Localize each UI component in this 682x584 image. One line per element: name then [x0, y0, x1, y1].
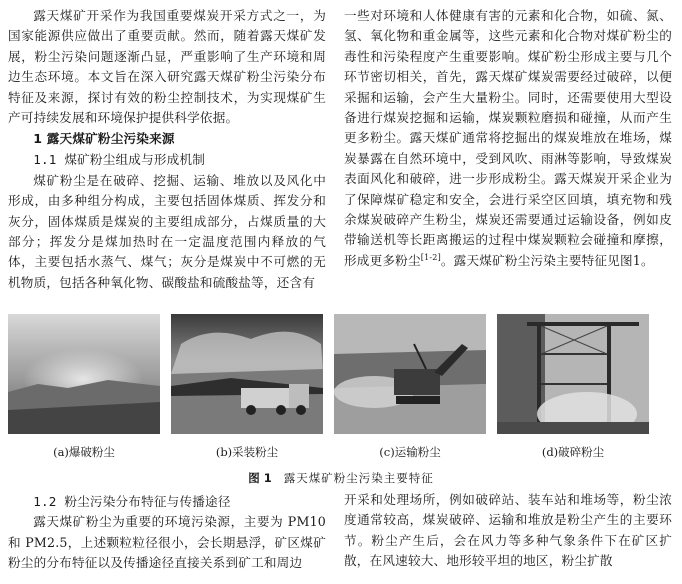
figure-caption — [0, 470, 682, 486]
left-column-bottom — [8, 492, 326, 574]
figure-title: 露天煤矿粉尘污染主要特征 — [283, 471, 434, 485]
transport-dust-photo — [334, 314, 486, 434]
figure-panel-c — [334, 314, 486, 460]
figure-reference-text: 。露天煤矿粉尘污染主要特征见图1。 — [440, 252, 654, 268]
panel-c-caption: (c)运输粉尘 — [379, 445, 441, 459]
formation-text: 一些对环境和人体健康有害的元素和化合物，如硫、氮、氢、氧化物和重金属等，这些元素和化合物对煤矿粉尘的毒性和污染程度产生重要影响。煤矿粉尘形成主要与几个环节密切相关，首先，露天煤矿煤炭需要经过破碎，以便采掘和运输，会产生大量粉尘。同时，还需要使用大型设备进行煤炭挖掘和运输，煤炭颗粒磨损和碰撞，从而产生更多粉尘。露天煤矿通常将挖掘出的煤炭堆放在堆场，煤炭暴露在自然环境中，受到风吹、雨淋等影响，导致煤炭表面风化和破碎，进一步形成粉尘。露天煤炭开采企业为了保障煤矿稳定和安全，会进行采空区回填，填充物和残余煤炭破碎产生粉尘，煤炭还需要通过运输设备，例如皮带输送机等长距离搬运的过程中煤炭颗粒会碰撞和摩擦，形成更多粉尘 — [344, 8, 672, 268]
intro-paragraph: 露天煤矿开采作为我国重要煤炭开采方式之一，为国家能源供应做出了重要贡献。然而，随着露天煤矿发展，粉尘污染问题逐渐凸显，严重影响了生产环境和周边生态环境。本文旨在深入研究露天煤矿粉尘污染分布特征及来源，探讨有效的粉尘控制技术，为实现煤矿生产可持续发展和环境保护提供科学依据。 — [8, 8, 326, 126]
panel-b-caption: (b)采装粉尘 — [215, 445, 279, 459]
figure-panel-b — [171, 314, 323, 460]
right-column-top — [344, 6, 672, 271]
figure-panel-d — [497, 314, 649, 460]
left-column-top — [8, 6, 326, 293]
loading-dust-photo — [171, 314, 323, 434]
blasting-dust-photo — [8, 314, 160, 434]
crushing-dust-photo — [497, 314, 649, 434]
right-column-bottom — [344, 490, 672, 572]
panel-d-caption: (d)破碎粉尘 — [541, 445, 605, 459]
figure-label: 图 1 — [248, 471, 272, 485]
figure-panel-a — [8, 314, 160, 460]
distribution-paragraph: 露天煤矿粉尘为重要的环境污染源，主要为 PM10 和 PM2.5，上述颗粒粒径很小，会长期悬浮，矿区煤矿粉尘的分布特征以及传播途径直接关系到矿工和周边 — [8, 514, 326, 571]
formation-paragraph — [344, 6, 672, 271]
composition-paragraph: 煤矿粉尘是在破碎、挖掘、运输、堆放以及风化中形成，由多种组分构成，主要包括固体煤质、挥发分和灰分，固体煤质是煤炭的主要组成部分，占煤质量的大部分；挥发分是煤加热时在一定温度范围内释放的气体，主要包括水蒸气、煤气；灰分是煤炭中不可燃的无机物质，包括各种氧化物、碳酸盐和硫酸盐等，还含有 — [8, 172, 326, 290]
diffusion-paragraph: 开采和处理场所，例如破碎站、装车站和堆场等，粉尘浓度通常较高，煤炭破碎、运输和堆放是粉尘产生的主要环节。粉尘产生后，会在风力等多种气象条件下在矿区扩散，在风速较大、地形较平坦的地区，粉尘扩散 — [344, 492, 672, 569]
citation-1-2: [1-2] — [420, 252, 441, 262]
figure-1 — [0, 306, 682, 486]
subsection-heading-1-1: 1.1 煤矿粉尘组成与形成机制 — [33, 152, 206, 168]
subsection-heading-1-2: 1.2 粉尘污染分布特征与传播途径 — [33, 494, 231, 509]
section-heading-1: 1 露天煤矿粉尘污染来源 — [33, 131, 175, 147]
panel-a-caption: (a)爆破粉尘 — [53, 445, 115, 459]
